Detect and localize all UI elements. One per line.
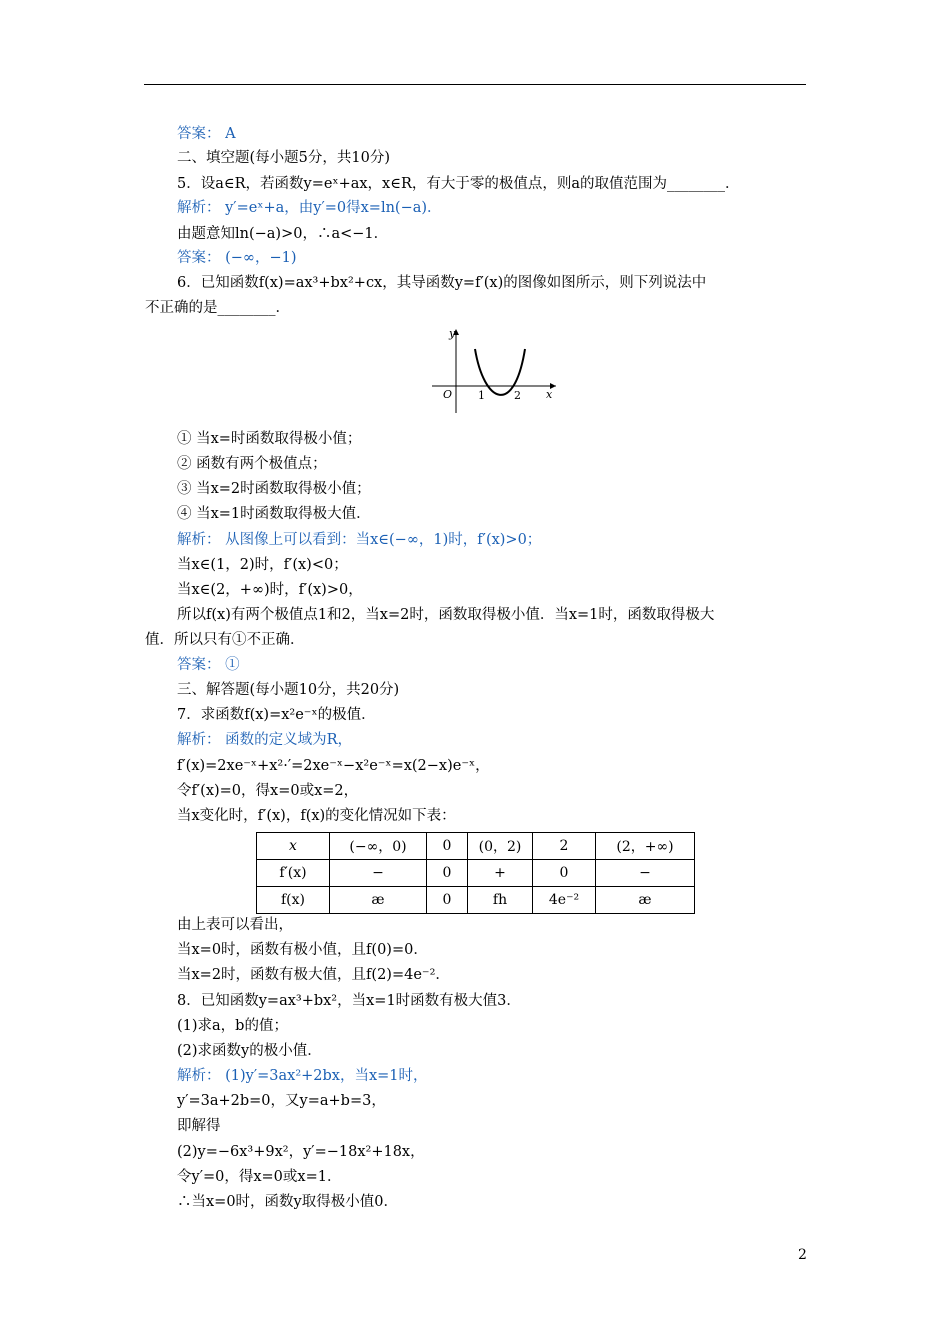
body-text: 即解得: [177, 1118, 221, 1134]
y-axis-label: y: [449, 327, 456, 340]
option-3: ③ 当x=2时函数取得极小值；: [177, 481, 371, 497]
table-cell: (2，+∞): [596, 833, 695, 860]
question-text: (1)求a，b的值；: [177, 1018, 288, 1034]
table-row: [257, 860, 695, 887]
table-cell: æ: [596, 887, 695, 914]
answer-label: 答案： ①: [177, 657, 240, 673]
table-row: [257, 833, 695, 860]
table-cell: −: [330, 860, 427, 887]
body-text: 当x=2时，函数有极大值，且f(2)=4e⁻²．: [177, 967, 450, 983]
body-text: f′(x)=2xe⁻ˣ+x²·′=2xe⁻ˣ−x²e⁻ˣ=x(2−x)e⁻ˣ，: [177, 758, 490, 774]
tick-2: 2: [514, 389, 521, 402]
body-text: ∴当x=0时，函数y取得极小值0．: [177, 1194, 398, 1210]
analysis-text: 解析： (1)y′=3ax²+2bx，当x=1时，: [177, 1068, 428, 1084]
origin-label: O: [443, 388, 453, 401]
analysis-text: 解析： y′=eˣ+a，由y′=0得x=ln(−a)．: [177, 200, 442, 216]
body-text: 令f′(x)=0，得x=0或x=2，: [177, 783, 359, 799]
variation-table: [256, 832, 695, 914]
body-text: 值．所以只有①不正确．: [145, 632, 305, 648]
question-text: 不正确的是________．: [145, 300, 290, 316]
table-cell: 4e⁻²: [533, 887, 596, 914]
body-text: 由上表可以看出，: [177, 917, 293, 933]
body-text: (2)y=−6x³+9x²，y′=−18x²+18x，: [177, 1144, 425, 1160]
body-text: 由题意知ln(−a)>0，∴a<−1．: [177, 226, 389, 242]
table-cell: 0: [533, 860, 596, 887]
option-2: ② 函数有两个极值点；: [177, 456, 327, 472]
analysis-text: 解析： 从图像上可以看到：当x∈(−∞，1)时，f′(x)>0；: [177, 532, 542, 548]
table-cell: +: [468, 860, 533, 887]
table-row: [257, 887, 695, 914]
answer-label: 答案： (−∞，−1): [177, 250, 297, 266]
table-cell: f′(x): [257, 860, 330, 887]
derivative-graph: [428, 325, 558, 415]
section-heading: 二、填空题(每小题5分，共10分): [177, 150, 390, 166]
table-cell: æ: [330, 887, 427, 914]
header-rule: [144, 84, 806, 85]
table-cell: fh: [468, 887, 533, 914]
table-cell: (−∞，0): [330, 833, 427, 860]
body-text: 当x∈(1，2)时，f′(x)<0；: [177, 557, 348, 573]
table-cell: 0: [427, 833, 468, 860]
question-text: 6．已知函数f(x)=ax³+bx²+cx，其导函数y=f′(x)的图像如图所示，则下列说法中: [177, 275, 707, 291]
question-text: 8．已知函数y=ax³+bx²，当x=1时函数有极大值3．: [177, 993, 521, 1009]
body-text: 所以f(x)有两个极值点1和2，当x=2时，函数取得极小值．当x=1时，函数取得极大: [177, 607, 715, 623]
table-cell: 2: [533, 833, 596, 860]
body-text: 当x=0时，函数有极小值，且f(0)=0．: [177, 942, 428, 958]
table-cell: (0，2): [468, 833, 533, 860]
page-number: 2: [798, 1247, 807, 1263]
body-text: 当x变化时，f′(x)，f(x)的变化情况如下表：: [177, 808, 456, 824]
analysis-text: 解析： 函数的定义域为R，: [177, 732, 353, 748]
table-cell: f(x): [257, 887, 330, 914]
x-axis-label: x: [546, 388, 553, 401]
body-text: y′=3a+2b=0，又y=a+b=3，: [177, 1093, 386, 1109]
answer-label: 答案： A: [177, 126, 236, 142]
table-cell: x: [289, 838, 297, 854]
option-1: ① 当x=时函数取得极小值；: [177, 431, 362, 447]
section-heading: 三、解答题(每小题10分，共20分): [177, 682, 400, 698]
question-text: 7．求函数f(x)=x²e⁻ˣ的极值．: [177, 707, 376, 723]
table-cell: 0: [427, 887, 468, 914]
option-4: ④ 当x=1时函数取得极大值．: [177, 506, 371, 522]
table-cell: −: [596, 860, 695, 887]
body-text: 令y′=0，得x=0或x=1．: [177, 1169, 342, 1185]
question-text: 5．设a∈R，若函数y=eˣ+ax，x∈R，有大于零的极值点，则a的取值范围为________．: [177, 176, 740, 192]
table-cell: 0: [427, 860, 468, 887]
question-text: (2)求函数y的极小值．: [177, 1043, 322, 1059]
body-text: 当x∈(2，+∞)时，f′(x)>0，: [177, 582, 363, 598]
tick-1: 1: [478, 389, 485, 402]
